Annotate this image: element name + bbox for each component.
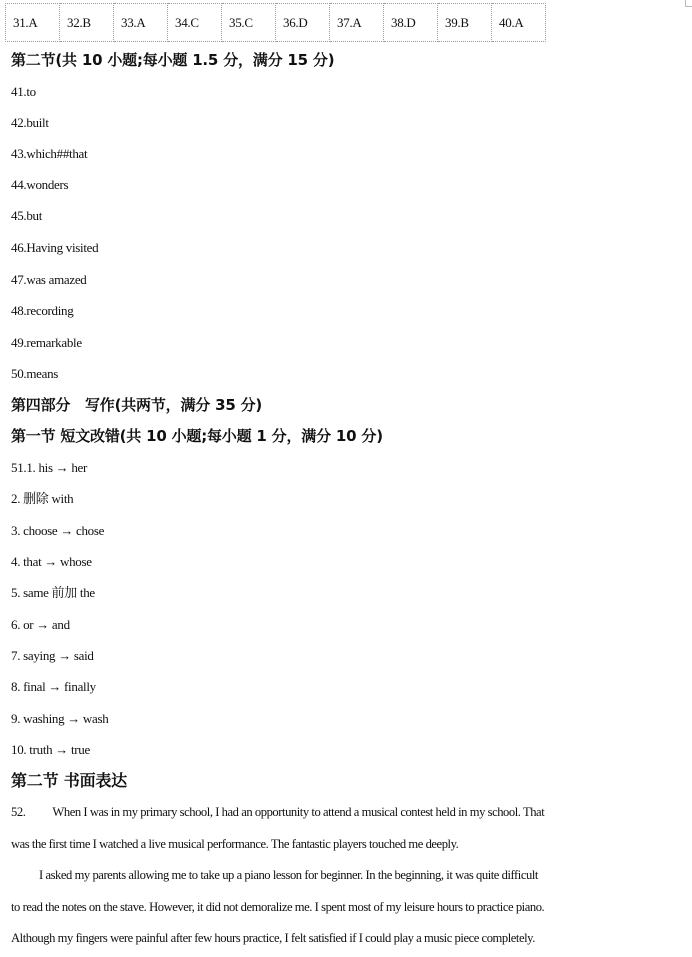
essay-text: When I was in my primary school, I had an opportunity to attend a musical contest held in my school. That bbox=[52, 805, 545, 819]
answer-item: 41.to bbox=[11, 84, 36, 99]
answer-item: 44.wonders bbox=[11, 177, 69, 192]
essay bbox=[11, 797, 679, 955]
answer-cell: 38.D bbox=[384, 4, 438, 42]
answer-cell: 32.B bbox=[60, 4, 114, 42]
answer-item: 50.means bbox=[11, 366, 59, 381]
answer-item: 48.recording bbox=[11, 303, 74, 318]
correction-item: 4. that → whose bbox=[11, 554, 92, 569]
essay-line bbox=[11, 860, 679, 892]
answer-item: 45.but bbox=[11, 208, 43, 223]
essay-line: to read the notes on the stave. However, it did not demoralize me. I spent most of my leisure hours to practice piano. bbox=[11, 899, 545, 914]
answer-item: 42.built bbox=[11, 115, 49, 130]
correction-item: 5. same 前加 the bbox=[11, 585, 95, 600]
answer-item: 47.was amazed bbox=[11, 272, 87, 287]
answer-cell: 36.D bbox=[276, 4, 330, 42]
correction-item: 2. 删除 with bbox=[11, 491, 74, 506]
answer-cell: 35.C bbox=[222, 4, 276, 42]
essay-line bbox=[11, 797, 679, 829]
correction-item: 10. truth → true bbox=[11, 742, 90, 757]
correction-heading: 第一节 短文改错(共 10 小题;每小题 1 分，满分 10 分) bbox=[11, 427, 383, 445]
answer-item: 46.Having visited bbox=[11, 240, 99, 255]
correction-item: 9. washing → wash bbox=[11, 711, 109, 726]
writing-heading: 第二节 书面表达 bbox=[11, 771, 127, 790]
answer-cell: 40.A bbox=[492, 4, 546, 42]
correction-item: 3. choose → chose bbox=[11, 523, 105, 538]
part4-heading: 第四部分 写作(共两节，满分 35 分) bbox=[11, 396, 263, 414]
answer-cell: 39.B bbox=[438, 4, 492, 42]
answer-cell: 34.C bbox=[168, 4, 222, 42]
essay-number: 52. bbox=[11, 805, 26, 819]
answer-cell: 37.A bbox=[330, 4, 384, 42]
essay-line: Although my fingers were painful after few hours practice, I felt satisfied if I could play a music piece completely. bbox=[11, 931, 535, 945]
correction-item: 6. or → and bbox=[11, 617, 70, 632]
answer-cell: 33.A bbox=[114, 4, 168, 42]
correction-item: 51.1. his → her bbox=[11, 460, 88, 475]
answer-item: 49.remarkable bbox=[11, 335, 82, 350]
answer-cell: 31.A bbox=[6, 4, 60, 42]
essay-line: was the first time I watched a live musical performance. The fantastic players touched me deeply. bbox=[11, 836, 459, 851]
correction-item: 8. final → finally bbox=[11, 679, 96, 694]
answer-item: 43.which##that bbox=[11, 146, 88, 161]
essay-text: I asked my parents allowing me to take up a piano lesson for beginner. In the beginning, it was quite difficult bbox=[39, 868, 538, 882]
answer-table bbox=[5, 3, 546, 42]
page-corner-mark bbox=[685, 0, 692, 7]
section2-heading: 第二节(共 10 小题;每小题 1.5 分，满分 15 分) bbox=[11, 51, 335, 69]
correction-item: 7. saying → said bbox=[11, 648, 94, 663]
answer-table-row bbox=[6, 4, 546, 42]
